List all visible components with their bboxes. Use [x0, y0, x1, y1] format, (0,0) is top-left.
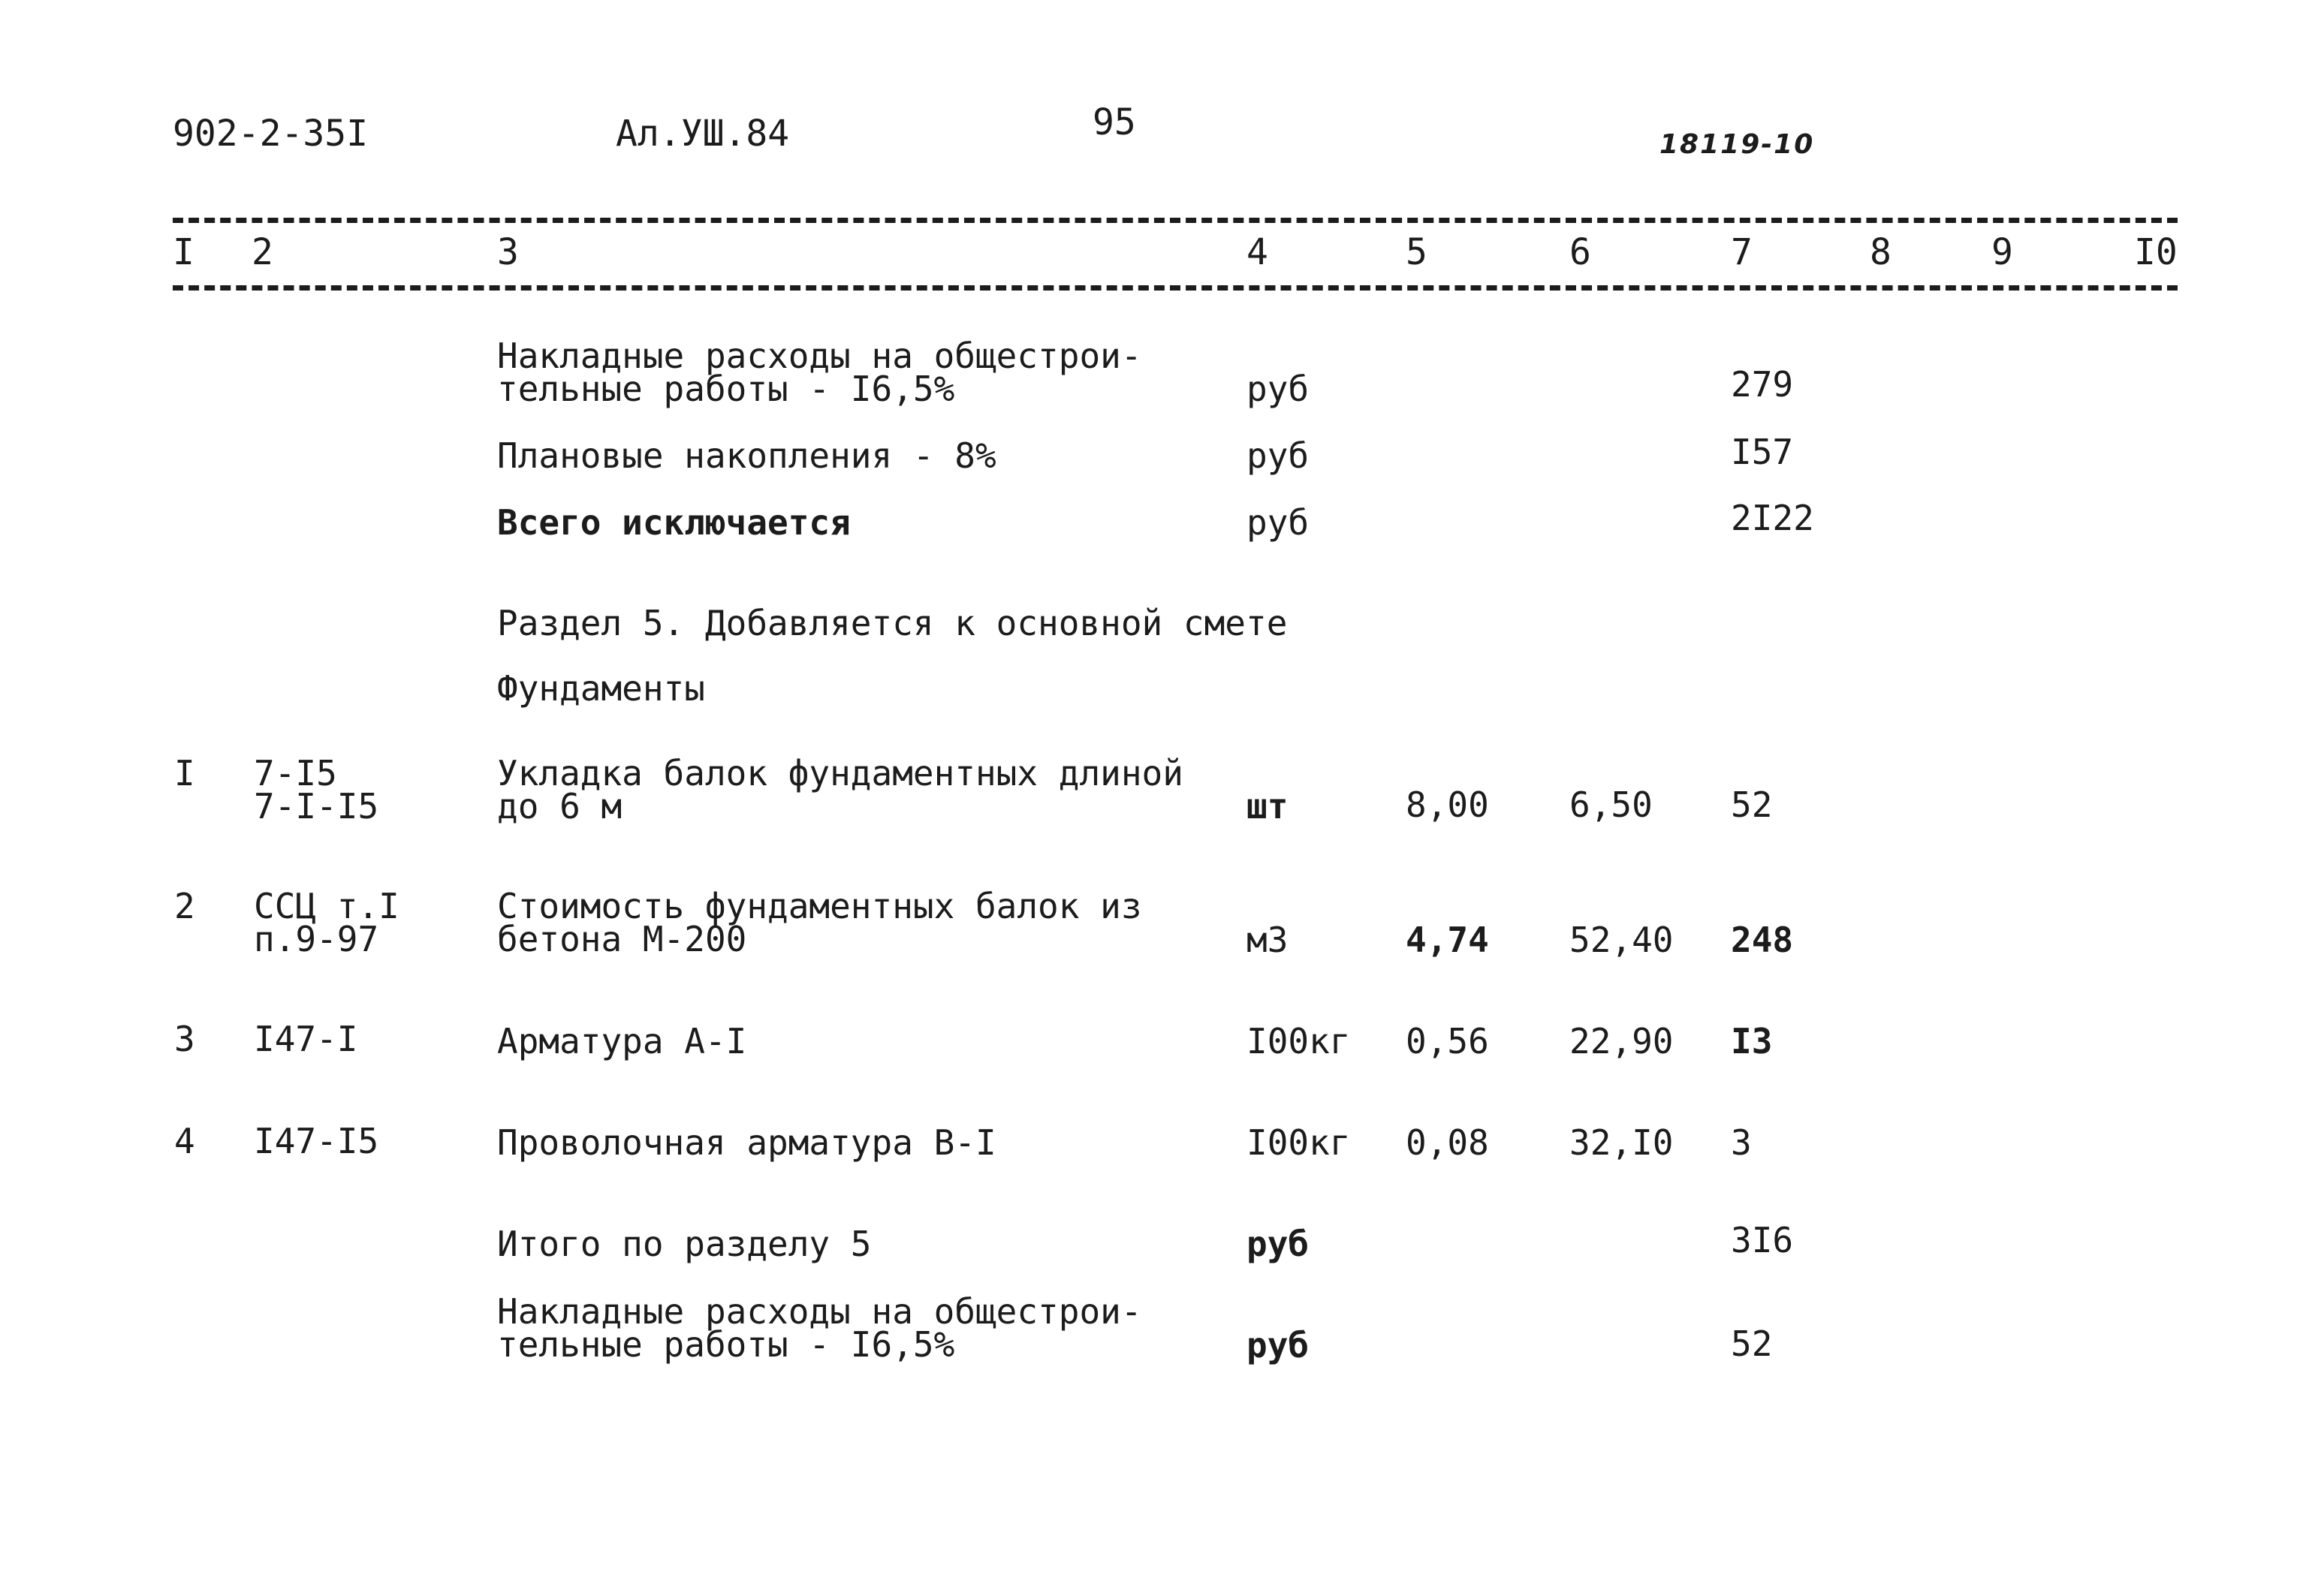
handwritten-stamp: 18119-10: [1659, 129, 1815, 160]
item-code: ССЦ т.I п.9-97: [254, 886, 399, 959]
row-unit: руб: [1246, 1325, 1310, 1366]
page-number: 95: [1093, 101, 1136, 143]
col-6-header: 6: [1569, 231, 1591, 273]
row-unit: руб: [1246, 435, 1310, 476]
item-number: 3: [174, 1019, 195, 1059]
row-name: Итого по разделу 5: [497, 1224, 872, 1264]
document-code: 902-2-35I: [173, 113, 369, 155]
col-7-header: 7: [1731, 231, 1753, 273]
col-5-header: 5: [1406, 231, 1427, 273]
column-header-bottom-rule: [173, 285, 2178, 291]
item-unit: I00кг: [1246, 1122, 1351, 1163]
col-1-header: I: [173, 231, 194, 273]
row-name: Накладные расходы на общестрои- тельные работы - I6,5%: [497, 336, 1142, 409]
row-total: 52: [1731, 1323, 1773, 1364]
item-code: I47-I: [254, 1019, 358, 1059]
item-qty: 8,00: [1406, 784, 1489, 825]
item-qty: 0,08: [1406, 1122, 1489, 1163]
col-4-header: 4: [1246, 231, 1268, 273]
row-name: Всего исключается: [497, 502, 851, 543]
item-total: 3: [1731, 1122, 1752, 1163]
section-subtitle: Фундаменты: [497, 668, 705, 709]
item-unit: м3: [1246, 920, 1289, 960]
item-name: Стоимость фундаментных балок из бетона М-200: [497, 886, 1142, 959]
item-price: 6,50: [1569, 784, 1653, 825]
item-code: 7-I5 7-I-I5: [254, 753, 379, 827]
item-number: 2: [174, 886, 195, 926]
col-10-header: I0: [2134, 231, 2178, 273]
item-qty: 4,74: [1406, 920, 1489, 960]
row-total: I57: [1731, 432, 1794, 472]
col-9-header: 9: [1991, 231, 2013, 273]
item-number: I: [174, 753, 195, 793]
item-qty: 0,56: [1406, 1021, 1489, 1061]
item-total: 52: [1731, 784, 1773, 825]
col-3-header: 3: [497, 231, 519, 273]
item-price: 32,I0: [1569, 1122, 1674, 1163]
item-price: 22,90: [1569, 1021, 1674, 1061]
row-unit: руб: [1246, 369, 1310, 409]
row-name: Плановые накопления - 8%: [497, 435, 996, 476]
col-8-header: 8: [1870, 231, 1892, 273]
item-name: Укладка балок фундаментных длиной до 6 м: [497, 753, 1183, 827]
row-total: 279: [1731, 364, 1794, 405]
row-name: Накладные расходы на общестрои- тельные работы - I6,5%: [497, 1291, 1142, 1365]
item-name: Проволочная арматура В-I: [497, 1122, 996, 1163]
row-unit: руб: [1246, 1224, 1310, 1264]
row-total: 3I6: [1731, 1220, 1794, 1260]
item-name: Арматура А-I: [497, 1021, 747, 1061]
item-price: 52,40: [1569, 920, 1674, 960]
item-total: I3: [1731, 1021, 1773, 1061]
col-2-header: 2: [252, 231, 273, 273]
item-code: I47-I5: [254, 1121, 379, 1161]
section-title: Раздел 5. Добавляется к основной смете: [497, 603, 1288, 643]
column-header-top-rule: [173, 218, 2178, 223]
item-total: 248: [1731, 920, 1794, 960]
item-number: 4: [174, 1121, 195, 1161]
item-unit: I00кг: [1246, 1021, 1351, 1061]
album-reference: Ал.УШ.84: [616, 113, 790, 155]
row-total: 2I22: [1731, 498, 1814, 538]
row-unit: руб: [1246, 502, 1310, 543]
item-unit: шт: [1246, 786, 1289, 827]
